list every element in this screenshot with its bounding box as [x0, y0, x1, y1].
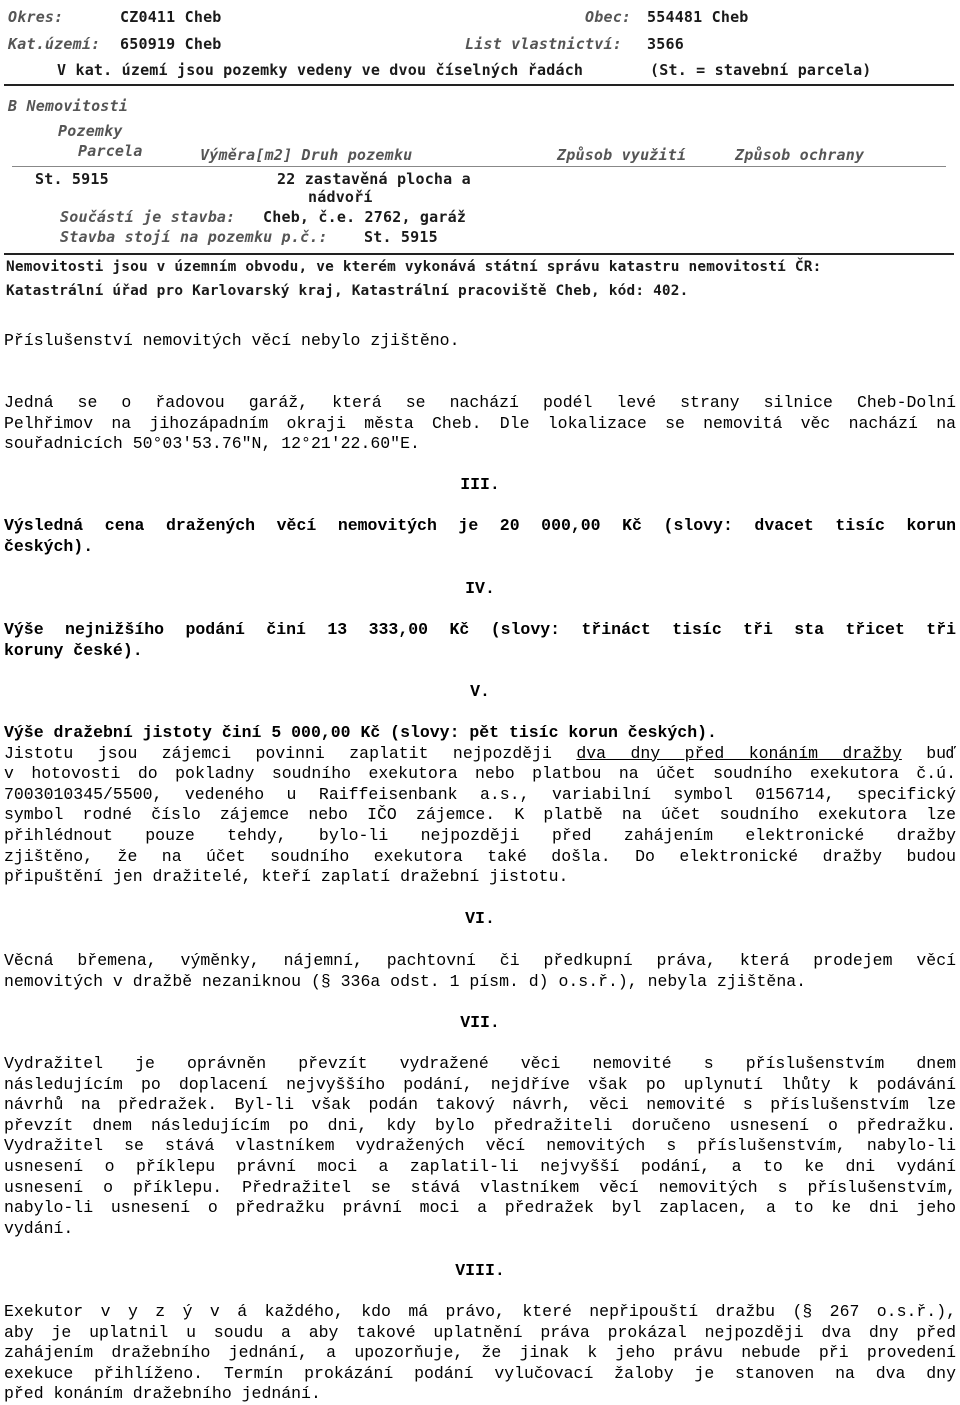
table-header-rule	[12, 166, 946, 167]
text-line: symbol rodné číslo zájemce nebo IČO zájemce. K platbě na účet soudního exekutora lze	[4, 805, 956, 825]
text-line: Jedná se o řadovou garáž, která se nachází podél levé strany silnice Cheb-Dolní	[4, 393, 956, 412]
text-line: Pelhřimov na jihozápadním okraji města Cheb. Dle lokalizace se nemovitá věc nachází na	[4, 413, 956, 433]
soucasti-value: Cheb, č.e. 2762, garáž	[263, 208, 467, 226]
text-line: vydání.	[4, 1218, 74, 1238]
okres-value: CZ0411 Cheb	[120, 8, 222, 26]
section-heading-vi: VI.	[465, 909, 495, 928]
obec-label: Obec:	[585, 8, 632, 26]
section-heading-viii: VIII.	[455, 1261, 505, 1280]
deposit-paragraph	[4, 723, 956, 888]
section-heading-v: V.	[470, 682, 490, 701]
parcela-column: Parcela	[78, 142, 143, 160]
text-line: zahájením dražebního jednání, a upozorňuje, že jinak k jeho právu nebude při provedení	[4, 1343, 956, 1363]
text-line: návrhů na předražek. Byl-li však podán takový návrh, věci nemovité s příslušenstvím lze	[4, 1095, 956, 1115]
ochrany-column: Způsob ochrany	[735, 146, 865, 164]
katuzemi-value: 650919 Cheb	[120, 35, 222, 53]
text-line: Výše nejnižšího podání činí 13 333,00 Kč (slovy: třináct tisíc tři sta třicet tři	[4, 620, 956, 639]
pozemky-label: Pozemky	[58, 122, 123, 140]
text-line: usnesení o příklepu. Předražitel se stává vlastníkem věcí nemovitých s příslušenstvím,	[4, 1177, 956, 1197]
parcel-id: St. 5915	[35, 170, 109, 188]
divider-top	[4, 84, 954, 86]
text-line: aby je uplatnil u soudu a aby takové uplatnění práva prokázal nejpozději dva dny před	[4, 1322, 956, 1342]
cadastre-office-note: Nemovitosti jsou v územním obvodu, ve kterém vykonává státní správu katastru nemovitostí ČR:	[6, 259, 822, 275]
soucasti-label: Součástí je stavba:	[60, 208, 236, 226]
cadastral-extract	[0, 0, 960, 308]
location-paragraph	[4, 393, 956, 455]
text-line: českých).	[4, 536, 94, 556]
text-line: připuštění jen dražitelé, kteří zaplatí dražební jistotu.	[4, 867, 569, 887]
katuzemi-label: Kat.území:	[8, 35, 101, 53]
parcel-area-line1: 22 zastavěná plocha a	[277, 170, 471, 188]
lv-label: List vlastnictví:	[465, 35, 622, 53]
parcel-area-line2: nádvoří	[308, 188, 373, 206]
text-line: v hotovosti do pokladny soudního exekutora nebo platbou na účet soudního exekutora č.ú.	[4, 764, 956, 784]
okres-label: Okres:	[8, 8, 64, 26]
vyuziti-column: Způsob využití	[557, 146, 687, 164]
section-heading-iv: IV.	[465, 579, 495, 598]
text-fragment: Jistotu jsou zájemci povinni zaplatit nejpozději	[4, 743, 552, 763]
text-line: usnesení o příklepu právní moci a zaplatil-li nejvyšší podání, a to ke dni vydání	[4, 1156, 956, 1176]
text-line: 7003010345/5500, vedeného u Raiffeisenbank a.s., variabilní symbol 0156714, specifický	[4, 784, 956, 804]
parcel-series-note: V kat. území jsou pozemky vedeny ve dvou číselných řadách	[57, 61, 584, 79]
text-fragment: buď	[926, 743, 956, 763]
text-line	[4, 744, 956, 765]
section-heading-iii: III.	[460, 475, 500, 494]
lv-value: 3566	[647, 35, 684, 53]
calls-upon-spaced: v y z ý v á	[100, 1302, 248, 1321]
stoji-label: Stavba stojí na pozemku p.č.:	[60, 228, 328, 246]
text-line: zjištěno, že na účet soudního exekutora také došla. Do elektronické dražby budou	[4, 846, 956, 866]
takeover-paragraph	[4, 1054, 956, 1239]
parcel-st-note: (St. = stavební parcela)	[650, 61, 872, 79]
text-line: Věcná břemena, výměnky, nájemní, pachtovní či předkupní práva, která prodejem věcí	[4, 951, 956, 970]
text-line: nabylo-li usnesení o předražku právní moci a předražek byl zaplacen, a to ke dni jeho	[4, 1198, 956, 1218]
divider-bottom	[4, 253, 954, 255]
stoji-value: St. 5915	[364, 228, 438, 246]
easements-paragraph	[4, 951, 956, 992]
deposit-heading: Výše dražební jistoty činí 5 000,00 Kč (slovy: pět tisíc korun českých).	[4, 723, 717, 742]
accessories-paragraph	[4, 331, 956, 352]
text-line	[4, 1302, 956, 1323]
cadastre-office-name: Katastrální úřad pro Karlovarský kraj, Katastrální pracoviště Cheb, kód: 402.	[6, 283, 689, 299]
obec-value: 554481 Cheb	[647, 8, 749, 26]
text-line: převzít dnem následujícím po dni, kdy bylo předražiteli doručeno usnesení o předražku.	[4, 1115, 956, 1135]
text-fragment: každého, kdo má právo, které nepřipouští dražbu (§ 267 o.s.ř.),	[264, 1302, 956, 1321]
text-line: Výsledná cena dražených věcí nemovitých je 20 000,00 Kč (slovy: dvacet tisíc korun	[4, 516, 956, 535]
text-line: Vydražitel je oprávněn převzít vydražené věci nemovité s příslušenstvím dnem	[4, 1054, 956, 1073]
deposit-deadline: dva dny před konáním dražby	[576, 743, 902, 763]
vymera-column: Výměra[m2] Druh pozemku	[200, 146, 413, 164]
minimum-bid-paragraph	[4, 620, 956, 661]
executor-paragraph	[4, 1302, 956, 1405]
section-heading-vii: VII.	[460, 1013, 500, 1032]
text-line: souřadnicích 50°03'53.76"N, 12°21'22.60"E.	[4, 434, 420, 454]
text-line: nemovitých v dražbě nezaniknou (§ 336a odst. 1 písm. d) o.s.ř.), nebyla zjištěna.	[4, 971, 807, 991]
text-line: exekuce přihlíženo. Termín prokázání podání vylučovací žaloby je stanoven na dva dny	[4, 1363, 956, 1383]
text-line: přihlédnout pouze tehdy, bylo-li nejpozději před zahájením elektronické dražby	[4, 825, 956, 845]
price-paragraph	[4, 516, 956, 557]
text-line: následujícím po doplacení nejvyššího podání, nejdříve však po uplynutí lhůty k podávání	[4, 1074, 956, 1094]
text-line: koruny české).	[4, 640, 143, 660]
text-line: před konáním dražebního jednání.	[4, 1384, 321, 1404]
text-line: Příslušenství nemovitých věcí nebylo zjištěno.	[4, 331, 460, 350]
section-b-title: B Nemovitosti	[8, 97, 128, 115]
text-line: Vydražitel se stává vlastníkem vydražených věcí nemovitých s příslušenstvím, nabylo-li	[4, 1136, 956, 1156]
text-fragment: Exekutor	[4, 1302, 84, 1321]
